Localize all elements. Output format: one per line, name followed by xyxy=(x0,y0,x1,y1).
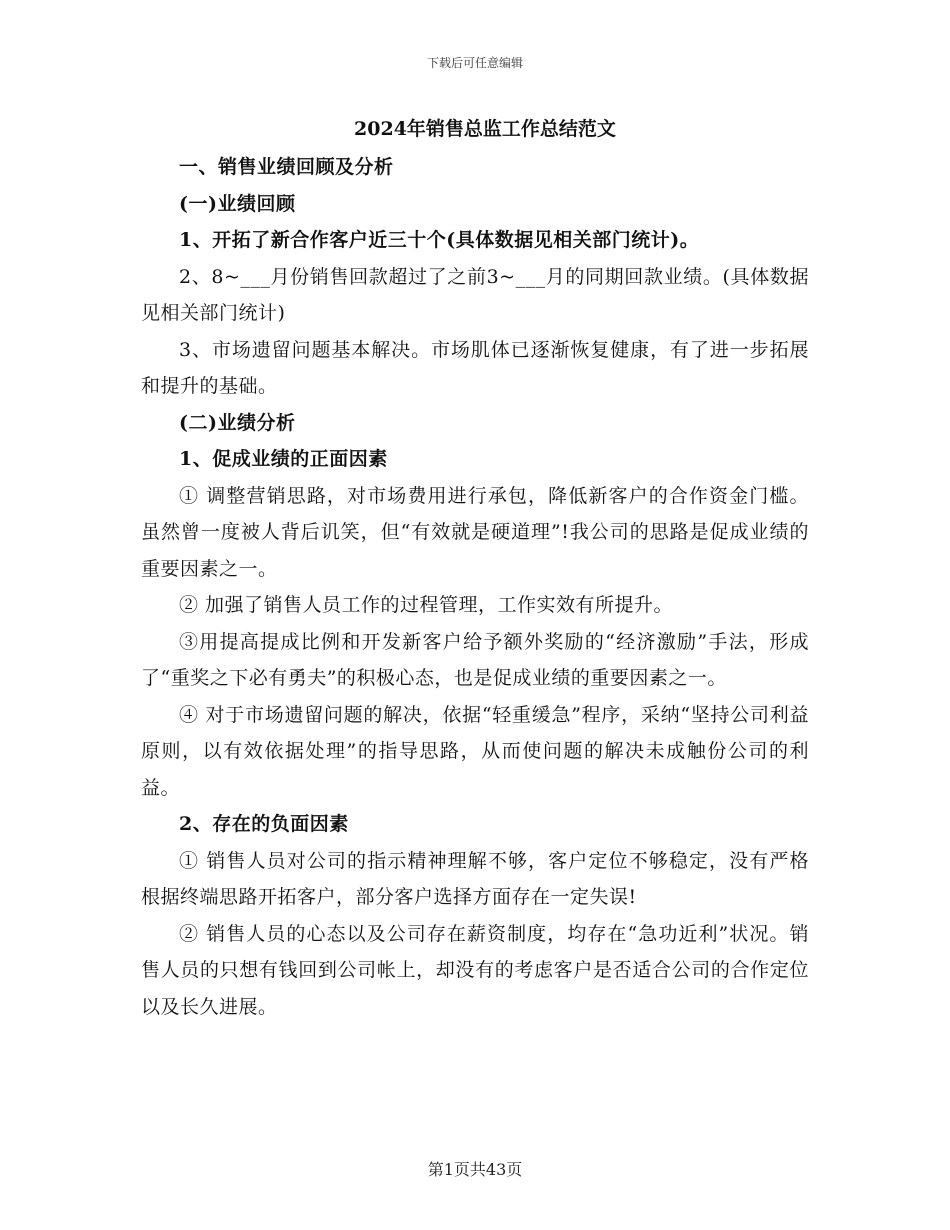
document-body xyxy=(141,112,809,1025)
paragraph-positive-factor-1: ① 调整营销思路，对市场费用进行承包，降低新客户的合作资金门槛。虽然曾一度被人背后讥笑，但“有效就是硬道理”!我公司的思路是促成业绩的重要因素之一。 xyxy=(141,484,809,580)
paragraph-negative-factor-2: ② 销售人员的心态以及公司存在薪资制度，均存在“急功近利”状况。销售人员的只想有钱回到公司帐上，却没有的考虑客户是否适合公司的合作定位以及长久进展。 xyxy=(141,922,809,1018)
paragraph-payment-collection: 2、8~___月份销售回款超过了之前3~___月的同期回款业绩。(具体数据见相关部门统计) xyxy=(141,265,809,324)
paragraph-legacy-issues: 3、市场遗留问题基本解决。市场肌体已逐渐恢复健康，有了进一步拓展和提升的基础。 xyxy=(141,338,809,397)
heading-positive-factors: 1、促成业绩的正面因素 xyxy=(179,448,388,470)
document-title: 2024年销售总监工作总结范文 xyxy=(354,118,616,140)
subsection-heading-performance-review: (一)业绩回顾 xyxy=(179,192,296,215)
paragraph-negative-factor-1: ① 销售人员对公司的指示精神理解不够，客户定位不够稳定，没有严格根据终端思路开拓客户，部分客户选择方面存在一定失误! xyxy=(141,849,809,908)
subsection-heading-performance-analysis: (二)业绩分析 xyxy=(179,411,296,434)
paragraph-positive-factor-4: ④ 对于市场遗留问题的解决，依据“轻重缓急”程序，采纳“坚持公司利益原则，以有效依据处理”的指导思路，从而使问题的解决未成触份公司的利益。 xyxy=(141,703,809,799)
section-heading-1: 一、销售业绩回顾及分析 xyxy=(179,156,394,178)
header-note: 下载后可任意编辑 xyxy=(426,56,523,70)
paragraph-new-clients: 1、开拓了新合作客户近三十个(具体数据见相关部门统计)。 xyxy=(179,229,700,251)
heading-negative-factors: 2、存在的负面因素 xyxy=(179,813,349,835)
page-number: 第1页共43页 xyxy=(427,1160,523,1179)
paragraph-positive-factor-2: ② 加强了销售人员工作的过程管理，工作实效有所提升。 xyxy=(179,594,674,616)
paragraph-positive-factor-3: ③用提高提成比例和开发新客户给予额外奖励的“经济激励”手法，形成了“重奖之下必有勇夫”的积极心态，也是促成业绩的重要因素之一。 xyxy=(141,630,809,689)
